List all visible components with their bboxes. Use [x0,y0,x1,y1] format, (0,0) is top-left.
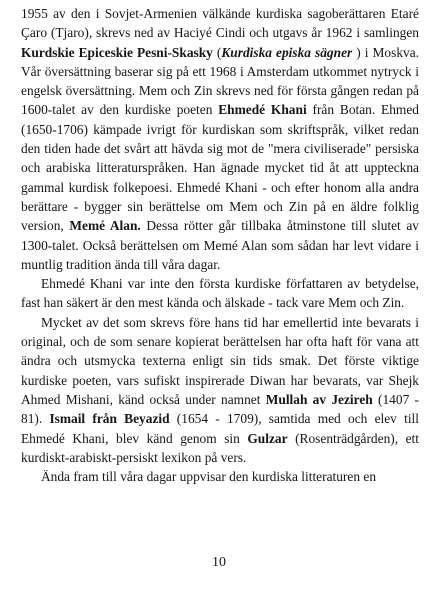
emphasized-text-run: Ehmedé Khani [218,102,307,118]
emphasized-text-run: Memé Alan. [69,218,141,234]
text-run: (1654 - 1709), samtida med och elev till Ehmedé Khani, blev känd genom sin [21,411,419,446]
emphasized-text-run: Mullah av Jezireh [265,391,373,407]
text-run: Ända fram till våra dagar uppvisar den kurdiska litteraturen en [41,469,377,485]
text-run: Mycket av det som skrevs före hans tid har emellertid inte bevarats i original, och de som senare kopierat berättelsen har ofta haft för vana att ändra och utsmycka texterna enligt sin tids smak. Det förste viktige kurdiske poeten, vars sufiskt inspirerade Diwan har bevarats, var Shejk Ahmed Mishani, känd också under namnet [21,314,419,407]
text-run: (Rosenträdgården), ett kurdiskt-arabiskt-persiskt lexikon på vers. [21,430,419,465]
emphasized-text-run: Kurdskie Epiceskie Pesni-Skasky [21,44,213,60]
text-run: Ehmedé Khani var inte den första kurdiske författaren av betydelse, fast han säkert är den mest kända och älskade - tack vare Mem och Zin. [21,276,419,311]
paragraph [21,467,419,486]
body-text [21,4,419,486]
text-run: ( [212,44,222,60]
text-run: från Botan. Ehmed (1650-1706) kämpade ivrigt för kurdiskan som skriftspråk, vilket redan den tiden hade det svårt att hävda sig mot de "mera civiliserade" persiska och arabiska litteraturspråken. Han ägnade mycket tid åt att uppteckna gammal kurdisk folkepoesi. Ehmedé Khani - och efter honom alla andra berättare - bygger sin berättelse om Mem och Zin på en äldre folklig version, [21,102,419,234]
page-number: 10 [212,555,226,570]
paragraph [21,274,419,313]
emphasized-text-run: Gulzar [247,430,288,446]
text-run: (1407 - 81). [21,391,419,427]
emphasized-text-run: Kurdiska episka sägner [221,44,353,60]
paragraph [21,4,419,274]
text-run: Dessa rötter går tillbaka åtminstone till slutet av 1300-talet. Också berättelsen om Memé Alan som sådan har levt vidare i muntlig tradition ända till våra dagar. [21,218,420,272]
emphasized-text-run: Ismail från Beyazid [49,411,170,427]
text-run: 1955 av den i Sovjet-Armenien välkände kurdiska sagoberättaren Etaré Çaro (Tjaro), skrevs ned av Haciyé Cindi och utgavs år 1962 i samlingen [21,6,419,41]
paragraph [21,313,419,467]
text-run: ) i Moskva. Vår översättning baserar sig på ett 1968 i Amsterdam utkommet nytryck i engelsk översättning. Mem och Zin skrevs ned för första gången redan på 1600-talet av den kurdiske poeten [21,44,420,118]
